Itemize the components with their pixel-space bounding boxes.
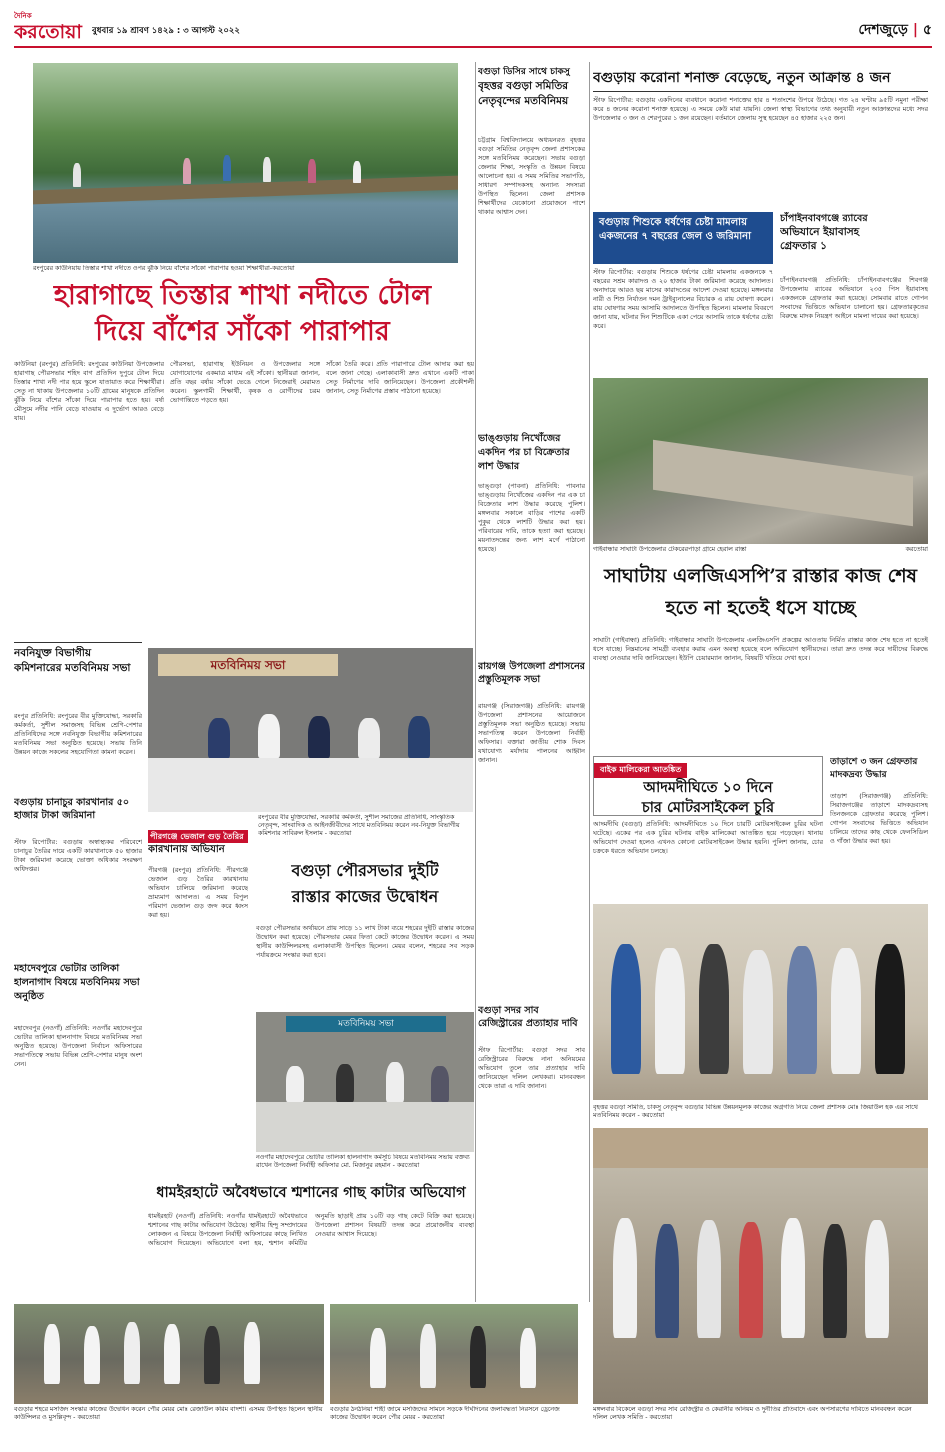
commissioner-headline: [14, 646, 142, 710]
protest-shed: [593, 1128, 928, 1168]
rab-headline-line1: চাঁপাইনবাবগঞ্জে র‌্যাবের: [780, 213, 868, 224]
corona-body: স্টাফ রিপোর্টার: বগুড়ায় একদিনের ব্যবধানে করোনা শনাক্তের হার ৪ শতাংশের উপরে উঠেছে। গত ২৪ ঘণ্টায় ৯৫টি নমুনা পরীক্ষা করে ৪ জনের করোনা শনাক্ত হয়েছে। এ সময়ে কেউ মারা যায়নি। জেলা স্বাস্থ্য বিভাগের তথ্য অনুযায়ী নতুন আক্রান্তদের মধ্যে সদর উপজেলার ৩ জন ও শেরপুরের ১ জন রয়েছেন। বর্তমানে জেলায় সুস্থ হয়েছেন ৪৫ হাজার ২২৫ জন।: [593, 96, 928, 122]
shishu-headline-line1: বগুড়ায় শিশুকে ধর্ষণের চেষ্টা মামলায়: [599, 217, 747, 228]
road-work-headline-line2: রাস্তার কাজের উদ্বোধন: [291, 887, 439, 906]
bhangura-headline-text: ভাঙ্গুড়ায় নিখোঁজের একদিন পর চা বিক্রেতার লাশ উদ্ধার: [478, 433, 570, 472]
road-work-body: বগুড়া পৌরসভার অর্থায়নে প্রায় সাড়ে ১১ লাখ টাকা ব্যয়ে শহরের দুইটি রাস্তার কাজের উদ্বোধন করা হয়েছে। পৌরসভার মেয়র ফিতা কেটে কাজের উদ্বোধন করেন। এ সময় স্থানীয় কাউন্সিলরসহ এলাকাবাসী উপস্থিত ছিলেন। মেয়র বলেন, শহরের সব সড়ক পর্যায়ক্রমে সংস্কার করা হবে।: [256, 924, 474, 959]
chaksu-photo-caption: বৃহত্তর বগুড়া সমিতি, চাকসু নেতৃবৃন্দ বগুড়ার বিভিন্ন উন্নয়নমূলক কাজের অগ্রগতি নিয়ে জেলা প্রশাসক মোঃ জিয়াউল হক এর সাথে মতবিনিময় করেন - করতোয়া: [593, 1104, 918, 1119]
mohadevpur-meeting-photo: [256, 1012, 474, 1152]
tarash-headline-line1: তাড়াশে ৩ জন গ্রেফতার: [830, 757, 918, 767]
voter-body: মহাদেবপুর (নওগাঁ) প্রতিনিধি: নওগাঁর মহাদেবপুরে ভোটার তালিকা হালনাগাদ বিষয়ে মতবিনিময় সভা অনুষ্ঠিত হয়েছে। উপজেলা নির্বাচন অফিসারের সভাপতিত্বে সভায় বিভিন্ন শ্রেণি-পেশার মানুষ অংশ নেন।: [14, 1024, 142, 1068]
bhangura-body: ভাঙ্গুড়া (পাবনা) প্রতিনিধি: পাবনার ভাঙ্গুড়ায় নিখোঁজের একদিন পর এক চা বিক্রেতার লাশ উদ্ধার করেছে পুলিশ। মঙ্গলবার সকালে বাড়ির পাশের একটি পুকুর থেকে লাশটি উদ্ধার করা হয়। পরিবারের দাবি, তাকে হত্যা করা হয়েছে। ময়নাতদন্তের জন্য লাশ মর্গে পাঠানো হয়েছে।: [478, 482, 585, 553]
commissioner-headline-text: নবনিযুক্ত বিভাগীয় কমিশনারের মতবিনিময় সভা: [14, 647, 131, 674]
corona-headline-text: বগুড়ায় করোনা শনাক্ত বেড়েছে, নতুন আক্রান্ত ৪ জন: [593, 70, 891, 86]
drain-photo: [330, 1304, 578, 1404]
meeting-banner-1: মতবিনিময় সভা: [158, 654, 338, 676]
masthead: [14, 8, 932, 52]
meeting-banner-2: মতবিনিময় সভা: [286, 1016, 446, 1032]
bridge-photo-caption: রংপুরের কাউনিয়ায় তিস্তার শাখা নদীতে ওপর ঝুঁকি নিয়ে বাঁশের সাঁকো পারাপার হওয়া শিক্ষার্থীরা-করতোয়া: [33, 265, 295, 272]
raiganj-headline: [478, 660, 585, 700]
pirganj-headline-line2: কারখানায় অভিযান: [148, 844, 225, 855]
column-rule: [589, 62, 590, 1302]
shishu-body: স্টাফ রিপোর্টার: বগুড়ায় শিশুকে ধর্ষণের চেষ্টা মামলায় একজনকে ৭ বছরের সশ্রম কারাদণ্ড ও ২০ হাজার টাকা জরিমানা করেছে আদালত। অনাদায়ে আরও ছয় মাসের কারাদণ্ডের আদেশ দেওয়া হয়েছে। মঙ্গলবার নারী ও শিশু নির্যাতন দমন ট্রাইব্যুনালের বিচারক এ রায় ঘোষণা করেন। রায় ঘোষণার সময় আসামি আদালতে উপস্থিত ছিলেন। মামলার বিবরণে জানা যায়, ঘটনার দিন শিশুটিকে একা পেয়ে আসামি তাকে ধর্ষণের চেষ্টা করে।: [593, 268, 773, 330]
meeting-table-2: [256, 1102, 474, 1152]
masthead-rule: [14, 46, 932, 48]
raiganj-body: রায়গঞ্জ (সিরাজগঞ্জ) প্রতিনিধি: রায়গঞ্জ উপজেলা প্রশাসনের আয়োজনে প্রস্তুতিমূলক সভা অনুষ্ঠিত হয়েছে। সভায় সভাপতিত্ব করেন উপজেলা নির্বাহী অফিসার। বক্তারা জাতীয় শোক দিবস যথাযোগ্য মর্যাদায় পালনের আহ্বান জানান।: [478, 702, 585, 764]
chaksu-headline-line3: নেতৃবৃন্দের মতবিনিময়: [478, 95, 569, 107]
haragach-headline-line2: দিয়ে বাঁশের সাঁকো পারাপার: [95, 316, 390, 347]
saghata-headline: [593, 560, 928, 630]
voter-headline: [14, 962, 142, 1022]
mosque-photo: [14, 1304, 324, 1404]
pirganj-headline: [148, 830, 248, 862]
road-photo-caption: গাইবান্ধার সাঘাটা উপজেলার টেকরেরপাড়া গ্রামে হেরাল রাস্তা: [593, 546, 747, 553]
chaksu-headline: [478, 66, 585, 134]
haragach-body-col3: সাঁকো তৈরি করে। প্রতি পারাপারে টোল আদায় করা হয় বলে জানা গেছে। এলাকাবাসী দ্রুত এখানে একটি পাকা সেতু নির্মাণের দাবি জানিয়েছেন। উপজেলা প্রকৌশলী জানান, সেতু নির্মাণের প্রস্তাব পাঠানো হয়েছে।: [326, 360, 474, 395]
sub-registrar-headline-text: বগুড়া সদর সাব রেজিস্ট্রারের প্রত্যাহার দাবি: [478, 1005, 578, 1029]
mosque-photo-caption: বগুড়ার শহরে মসজিদ সংস্কার কাজের উদ্বোধন করেন পৌর মেয়র মোঃ রেজাউল করিম বাদশা। এসময় উপস্থিত ছিলেন স্থানীয় কাউন্সিলর ও মুসল্লিবৃন্দ - করতোয়া: [14, 1406, 323, 1421]
voter-headline-text: মহাদেবপুরে ভোটার তালিকা হালনাগাদ বিষয়ে মতবিনিময় সভা অনুষ্ঠিত: [14, 963, 140, 1002]
commissioner-body: রংপুর প্রতিনিধি: রংপুরের বীর মুক্তিযোদ্ধা, সরকারি কর্মকর্তা, সুশীল সমাজসহ বিভিন্ন শ্রেণি-পেশার প্রতিনিধিদের সঙ্গে নবনিযুক্ত বিভাগীয় কমিশনারের মতবিনিময় সভা অনুষ্ঠিত হয়েছে। সভায় তিনি উন্নয়ন কাজে সকলের সহযোগিতা কামনা করেন।: [14, 712, 142, 756]
rab-body: চাঁপাইনবাবগঞ্জ প্রতিনিধি: চাঁপাইনবাবগঞ্জের শিবগঞ্জ উপজেলায় র‌্যাবের অভিযানে ২৩৫ পিস ইয়াবাসহ একজনকে গ্রেফতার করা হয়েছে। সোমবার রাতে গোপন সংবাদের ভিত্তিতে অভিযান চালানো হয়। গ্রেফতারকৃতের বিরুদ্ধে মাদক নিয়ন্ত্রণ আইনে মামলা দায়ের করা হয়েছে।: [780, 276, 928, 320]
meeting-table: [148, 758, 473, 812]
haragach-body-col1: কাউনিয়া (রংপুর) প্রতিনিধি: রংপুরের কাউনিয়া উপজেলার হারাগাছ পৌরসভার শহিদ বাগ প্রতিদিন দুপুরে টোল দিয়ে তিস্তার শাখা নদী পার হয়ে স্কুলে যাতায়াত করে শিক্ষার্থীরা। সেতু না থাকায় উপজেলার ১০টি গ্রামের মানুষকে প্রতিদিন ঝুঁকি নিয়ে বাঁশের সাঁকো দিয়ে পারাপার হতে হয়। বর্ষা মৌসুমে নদীর পানি বেড়ে যাওয়ায় এ দুর্ভোগ আরও বেড়ে যায়।: [14, 360, 164, 422]
page-number: ৫: [922, 22, 932, 38]
saghata-headline-text: সাঘাটায় এলজিএসপি’র রাস্তার কাজ শেষ হতে না হতেই ধসে যাচ্ছে: [603, 565, 918, 619]
rangpur-meeting-caption: রংপুরের বীর মুক্তিযোদ্ধা, সরকারি কর্মকর্তা, সুশীল সমাজের প্রতিনিধি, সাংস্কৃতিক নেতৃবৃন্দ, সাংবাদিক ও আইনজীবীদের সাথে মতবিনিময় করেন নব-নিযুক্ত বিভাগীয় কমিশনার সাবিরুল ইসলাম - করতোয়া: [258, 814, 460, 837]
haragach-headline: [14, 278, 471, 354]
column-rule: [475, 62, 476, 1302]
motorcycle-kicker: বাইক মালিকেরা আতঙ্কিত: [594, 763, 687, 778]
protest-photo-caption: মঙ্গলবার বিকেলে বগুড়া সদর সাব রেজিস্ট্রার ও কেরানীর অনিয়ম ও দুর্নীতির প্রতিবাদে এবং অপসারণের দাবিতে মানববন্ধন করেন দলিল লেখক সমিতি - করতোয়া: [593, 1406, 912, 1421]
bhangura-headline: [478, 432, 585, 480]
tarash-headline: [830, 756, 928, 790]
haragach-body-col2: পৌরসভা, হারাগাছ ইউনিয়ন ও উপজেলার সঙ্গে যোগাযোগের একমাত্র মাধ্যম এই সাঁকো। স্থানীয়রা জানান, প্রতি বছর বর্ষায় সাঁকো ভেঙে গেলে নিজেরাই মেরামত করেন। স্কুলগামী শিক্ষার্থী, কৃষক ও রোগীদের চরম ভোগান্তিতে পড়তে হয়।: [170, 360, 320, 404]
divider: [14, 642, 142, 643]
shishu-headline-line2: একজনের ৭ বছরের জেল ও জরিমানা: [599, 231, 752, 242]
dhamoirhat-headline: [148, 1180, 474, 1208]
chaksu-headline-line1: বগুড়া ডিসির সাথে চাকসু: [478, 67, 570, 77]
rangpur-meeting-photo: [148, 648, 473, 812]
corona-headline: [593, 66, 928, 92]
tarash-headline-line2: মাদকদ্রব্য উদ্ধার: [830, 770, 887, 780]
motorcycle-headline: [593, 756, 823, 816]
chaksu-body: চট্টগ্রাম বিশ্ববিদ্যালয়ে অধ্যয়নরত বৃহত্তর বগুড়া সমিতির নেতৃবৃন্দ জেলা প্রশাসকের সঙ্গে মতবিনিময় করেছেন। সভায় বগুড়া জেলার শিক্ষা, সংস্কৃতি ও উন্নয়ন বিষয়ে আলোচনা হয়। এ সময় সমিতির সভাপতি, সাধারণ সম্পাদকসহ অন্যান্য সদস্যরা উপস্থিত ছিলেন। জেলা প্রশাসক শিক্ষার্থীদের যেকোনো প্রয়োজনে পাশে থাকার আশ্বাস দেন।: [478, 136, 585, 216]
pirganj-body: পীরগঞ্জ (রংপুর) প্রতিনিধি: পীরগঞ্জে ভেজাল গুড় তৈরির কারখানায় অভিযান চালিয়ে জরিমানা করেছে ভ্রাম্যমাণ আদালত। এ সময় বিপুল পরিমাণ ভেজাল গুড় জব্দ করে ধ্বংস করা হয়।: [148, 866, 248, 919]
protest-photo: [593, 1128, 928, 1404]
shishu-headline-box: [593, 212, 773, 264]
sub-registrar-body: স্টাফ রিপোর্টার: বগুড়া সদর সাব রেজিস্ট্রারের বিরুদ্ধে নানা অনিয়মের অভিযোগ তুলে তার প্রত্যাহার দাবি জানিয়েছেন দলিল লেখকরা। মানববন্ধন থেকে তারা এ দাবি জানান।: [478, 1046, 585, 1090]
mohadevpur-meeting-caption: নওগাঁর মহাদেবপুরে ভোটার তালিকা হালনাগাদ কর্মসূচি বিষয়ে মতবিনিময় সভায় বক্তব্য রাখেন উপজেলা নির্বাহী অফিসার মো. মিজানুর রহমান - করতোয়া: [256, 1154, 470, 1169]
dhamoirhat-body: ধামইরহাট (নওগাঁ) প্রতিনিধি: নওগাঁর ধামইরহাটে অবৈধভাবে শ্মশানের গাছ কাটার অভিযোগ উঠেছে। স্থানীয় হিন্দু সম্প্রদায়ের লোকজন এ বিষয়ে উপজেলা নির্বাহী অফিসারের কাছে লিখিত অভিযোগ দিয়েছেন। অভিযোগে বলা হয়, শ্মশান কমিটির অনুমতি ছাড়াই প্রায় ১০টি বড় গাছ কেটে বিক্রি করা হয়েছে। উপজেলা প্রশাসন বিষয়টি তদন্ত করে প্রয়োজনীয় ব্যবস্থা নেওয়ার আশ্বাস দিয়েছে।: [148, 1212, 474, 1247]
page-section: দেশজুড়ে | ৫: [858, 22, 932, 38]
road-photo-credit: করতোয়া: [905, 546, 928, 553]
motorcycle-headline-line2: চার মোটরসাইকেল চুরি: [641, 799, 775, 816]
pirganj-headline-line1: পীরগঞ্জে ভেজাল গুড় তৈরির: [148, 830, 248, 843]
logo-small-text: দৈনিক: [14, 12, 32, 20]
drain-photo-caption: বগুড়ার ঠনঠনিয়া শাহী জামে মসজিদের সামনে সড়কে দীর্ঘদিনের জলাবদ্ধতা নিরসনে ড্রেনেজ কাজের উদ্বোধন করেন পৌর মেয়র - করতোয়া: [330, 1406, 560, 1421]
saghata-body: সাঘাটা (গাইবান্ধা) প্রতিনিধি: গাইবান্ধার সাঘাটা উপজেলায় এলজিএসপি প্রকল্পের আওতায় নির্মিত রাস্তার কাজ শেষ হতে না হতেই ধসে যাচ্ছে। নিম্নমানের সামগ্রী ব্যবহার করায় এমন অবস্থা হয়েছে বলে অভিযোগ স্থানীয়দের। তারা দ্রুত তদন্ত করে দায়ীদের বিরুদ্ধে ব্যবস্থা নেওয়ার দাবি জানিয়েছেন। ইউপি চেয়ারম্যান জানান, বিষয়টি খতিয়ে দেখা হবে।: [593, 636, 928, 662]
rab-headline: [780, 212, 928, 272]
rab-headline-line2: অভিযানে ইয়াবাসহ: [780, 226, 860, 238]
chanachur-headline: [14, 796, 142, 836]
dhamoirhat-headline-text: ধামইরহাটে অবৈধভাবে শ্মশানের গাছ কাটার অভিযোগ: [156, 1184, 466, 1201]
chanachur-headline-text: বগুড়ায় চানাচুর কারখানার ৫০ হাজার টাকা জরিমানা: [14, 797, 130, 821]
bamboo-bridge-photo: [33, 63, 458, 263]
raiganj-headline-text: রায়গঞ্জ উপজেলা প্রশাসনের প্রস্তুতিমূলক সভা: [478, 661, 585, 685]
section-name: দেশজুড়ে: [858, 22, 908, 38]
issue-date: বুধবার ১৯ শ্রাবণ ১৪২৯ : ৩ আগস্ট ২০২২: [92, 26, 240, 36]
logo-text: করতোয়া: [14, 21, 82, 43]
chaksu-headline-line2: বৃহত্তর বগুড়া সমিতির: [478, 80, 569, 92]
motorcycle-headline-line1: আদমদীঘিতে ১০ দিনে: [643, 779, 773, 796]
broken-road-photo: [593, 378, 928, 544]
chanachur-body: স্টাফ রিপোর্টার: বগুড়ায় অস্বাস্থ্যকর পরিবেশে চানাচুর তৈরির দায়ে একটি কারখানাকে ৫০ হাজার টাকা জরিমানা করেছে ভোক্তা অধিকার সংরক্ষণ অধিদপ্তর।: [14, 838, 142, 873]
rab-headline-line3: গ্রেফতার ১: [780, 240, 827, 252]
road-surface: [653, 440, 913, 527]
road-work-headline-line1: বগুড়া পৌরসভার দুইটি: [291, 861, 439, 880]
newspaper-logo: [14, 10, 84, 44]
chaksu-group-photo: [593, 904, 928, 1100]
bridge-deck: [33, 176, 458, 205]
tarash-body: তাড়াশ (সিরাজগঞ্জ) প্রতিনিধি: সিরাজগঞ্জের তাড়াশে মাদকদ্রব্যসহ তিনজনকে গ্রেফতার করেছে পুলিশ। গোপন সংবাদের ভিত্তিতে অভিযান চালিয়ে তাদের কাছ থেকে ফেনসিডিল ও গাঁজা উদ্ধার করা হয়।: [830, 792, 928, 845]
haragach-headline-line1: হারাগাছে তিস্তার শাখা নদীতে টোল: [53, 280, 432, 311]
sub-registrar-headline: [478, 1004, 585, 1044]
motorcycle-body: আদমদীঘি (বগুড়া) প্রতিনিধি: আদমদীঘিতে ১০ দিনে চারটি মোটরসাইকেল চুরির ঘটনা ঘটেছে। একের পর এক চুরির ঘটনায় বাইক মালিকেরা আতঙ্কিত হয়ে পড়েছেন। থানায় অভিযোগ দেওয়া হলেও এখনও কোনো মোটরসাইকেল উদ্ধার হয়নি। পুলিশ জানায়, চোর চক্রকে ধরতে অভিযান চলছে।: [593, 820, 823, 855]
road-work-headline: [256, 858, 474, 920]
